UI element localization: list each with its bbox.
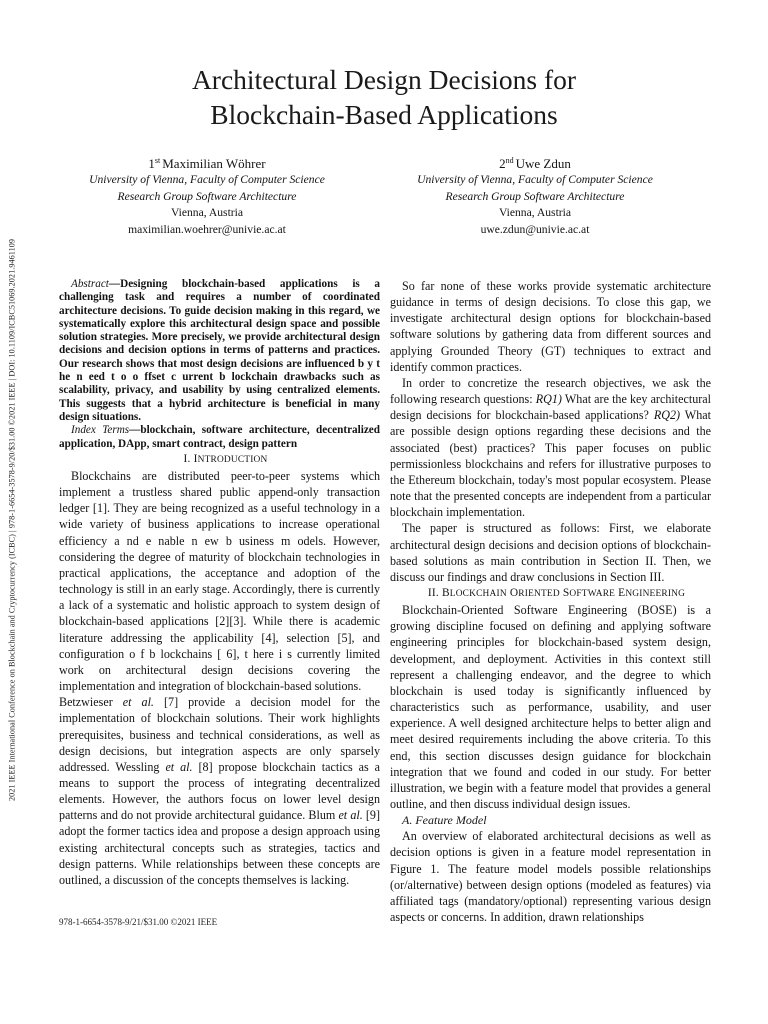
section-1-initial: I: [193, 452, 198, 465]
research-questions-paragraph: [390, 375, 711, 520]
intro-p2-etal-1: et al.: [122, 695, 154, 710]
abstract-label: Abstract: [71, 278, 109, 290]
rq-part-c: What are possible design options regarding these decisions and the associated (best) practices? This paper focuses on public permissionless blockchains and refers for illustrative purposes to the Ethereum blockchain, today's most popular ecosystem. Please note that the presented concepts are independent from a particular blockchain implementation.: [390, 408, 711, 520]
s2-w2-initial: O: [509, 586, 519, 599]
rq2-label: RQ2): [653, 408, 681, 423]
author-ordinal-1: 1: [148, 156, 155, 171]
author-name-text-2: Uwe Zdun: [515, 156, 571, 171]
section-heading-bose: [390, 585, 711, 602]
author-email-1: maximilian.woehrer@univie.ac.at: [128, 222, 286, 236]
feature-model-paragraph: An overview of elaborated architectural decisions as well as decision options is given in a feature model representation in Figure 1. The feature model models possible relationships (or/alternative) between design options (modeled as features) via affiliated tags (mandatory/optional) representing various design aspects or concerns. In addition, drawn relationships: [390, 829, 711, 925]
author-group-1: Research Group Software Architecture: [117, 189, 297, 203]
bose-paragraph: Blockchain-Oriented Software Engineering (BOSE) is a growing discipline focused on defining and applying software engineering principles for blockchain-based system design, development, and deployment. Activities in this context still represent a challenging endeavor, and the degree to which blockchain is used today is significantly influenced by characteristics such as performance, usability, and user experience. A well designed architecture helps to better align and meet desired requirements including the above criteria. To this end, this section discusses design guidance for blockchain integration that we found and coded in our study. For better illustration, we begin with a feature model that provides a general outline, and then discuss individual design issues.: [390, 603, 711, 811]
title-line-2: Blockchain-Based Applications: [210, 99, 558, 130]
abstract: [59, 278, 380, 424]
author-location-2: Vienna, Austria: [498, 206, 572, 220]
section-1-title-rest: NTRODUCTION: [197, 454, 268, 465]
author-affiliation-1: University of Vienna, Faculty of Computer Science: [89, 173, 325, 186]
rq-part-a: In order to concretize the research objectives, we ask the following research questions:: [390, 375, 711, 407]
s2-w3-rest: OFTWARE: [569, 588, 616, 599]
author-block-2: [385, 155, 685, 238]
intro-p2-part-a: Betzwieser: [59, 695, 123, 710]
subsection-heading-feature-model: A. Feature Model: [402, 813, 487, 828]
intro-paragraph-1: Blockchains are distributed peer-to-peer systems which implement a trustless shared public append-only transaction ledger [1]. They are being recognized as a useful technology in a wide variety of business applications to increase operational efficiency a nd e nable n ew b usiness m odels. However, considering the degree of maturity of blockchain technologies in practical applications, the acceptance and adoption of the technology is still in an early stage. Accordingly, there is currently a lack of a systematic and holistic approach to system design of blockchain-based applications [2][3]. While there is academic literature addressing the applicability [4], selection [5], and configuration o f b lockchains [ 6], t here i s currently limited work on architectural design decisions covering the implementation and integration of blockchain-based solutions.: [59, 469, 380, 694]
author-affiliation-2: University of Vienna, Faculty of Computer Science: [417, 173, 653, 186]
author-email-2: uwe.zdun@univie.ac.at: [480, 222, 590, 236]
author-group-2: Research Group Software Architecture: [445, 189, 625, 203]
intro-p2-etal-3: et al.: [338, 808, 363, 823]
s2-w1-rest: LOCKCHAIN: [449, 588, 507, 599]
s2-w2-rest: RIENTED: [518, 588, 560, 599]
author-block-1: [57, 155, 357, 238]
title-line-1: Architectural Design Decisions for: [191, 64, 577, 95]
s2-w4-rest: NGINEERING: [625, 588, 686, 599]
author-ordinal-suffix-2: nd: [505, 156, 514, 165]
author-name-text-1: Maximilian Wöhrer: [162, 156, 266, 171]
rq1-label: RQ1): [535, 392, 562, 407]
structure-paragraph: The paper is structured as follows: First, we elaborate architectural design decisions and decision options of blockchain-based solutions as main contribution in Section II. Then, we discuss our findings and draw conclusions in Section III.: [390, 521, 711, 584]
intro-paragraph-2: [59, 694, 380, 888]
page-footer: 978-1-6654-3578-9/21/$31.00 ©2021 IEEE: [59, 917, 218, 927]
s2-w1-initial: B: [441, 586, 450, 599]
author-location-1: Vienna, Austria: [170, 206, 244, 220]
intro-p2-part-c: [8] propose blockchain tactics as a means to support the process of integrating decentralized elements. However, the authors focus on lower level design patterns and do not provide architectural guidance. Blum: [59, 759, 381, 823]
author-ordinal-2: 2: [499, 156, 506, 171]
index-terms: [59, 424, 380, 451]
author-ordinal-suffix-1: st: [154, 156, 161, 165]
side-metadata-strip: [2, 163, 22, 877]
left-column: [59, 278, 380, 888]
intro-p2-etal-2: et al.: [165, 759, 193, 774]
intro-p2-part-b: [7] provide a decision model for the implementation of blockchain solutions. Their work highlights prerequisites, business and technical considerations, as well as design decisions, but integration aspects are only sparsely addressed. Wessling: [59, 695, 381, 774]
s2-w3-initial: S: [562, 586, 570, 599]
side-metadata-text: 2021 IEEE International Conference on Blockchain and Cryptocurrency (ICBC) | 978-1-6654-3578-9/20/$31.00 ©2021 IEEE | DOI: 10.1109/ICBC51069.2021.9461109: [7, 238, 17, 802]
paper-title: [60, 62, 708, 132]
abstract-text: —Designing blockchain-based applications is a challenging task and requires a number of coordinated architecture decisions. To guide decision making in this regard, we systematically explore this architectural design space and possible solution strategies. More precisely, we provide architectural design decisions and decision options in terms of patterns and practices. Our research shows that most design decisions are influenced b y t he n eed t o o ffset c urrent b lockchain drawbacks such as scalability, privacy, and usability by using centralized elements. This suggests that a hybrid architecture is beneficial in many design situations.: [59, 278, 380, 423]
rq-part-b: What are the key architectural design decisions for blockchain-based applications?: [390, 392, 711, 423]
section-heading-introduction: [59, 451, 380, 468]
index-terms-text: —blockchain, software architecture, decentralized application, DApp, smart contract, design pattern: [59, 424, 380, 450]
section-1-numeral: I.: [183, 452, 191, 465]
right-column: [390, 278, 711, 925]
intro-p2-part-d: [9] adopt the former tactics idea and propose a design approach using existing architectural concepts such as strategies, tactics and design patterns. While relationships between these concepts are outlined, a discussion of the concepts themselves is lacking.: [59, 808, 381, 887]
section-2-numeral: II.: [427, 586, 439, 599]
author-name-2: [385, 155, 685, 172]
right-paragraph-1: So far none of these works provide systematic architecture guidance in terms of design decisions. To close this gap, we investigate architectural design options for blockchain-based software solutions by gathering data from different sources and applying Grounded Theory (GT) techniques to extract and identify common practices.: [390, 279, 711, 374]
index-terms-label: Index Terms: [71, 424, 130, 437]
author-name-1: [57, 155, 357, 172]
s2-w4-initial: E: [618, 586, 626, 599]
